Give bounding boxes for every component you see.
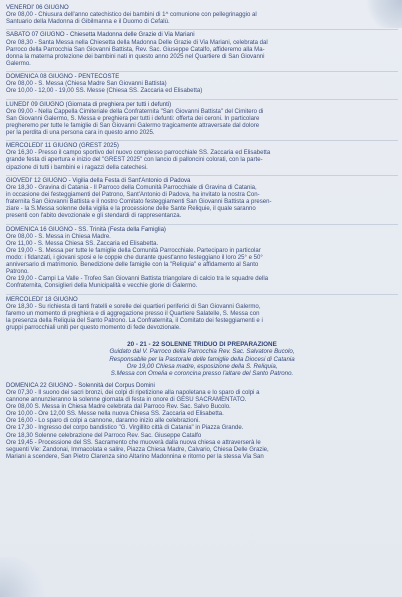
event-line: la presenza della Reliquia del Santo Patrono. La Confraternita, il Comitato dei festeggiamenti e i — [6, 317, 263, 324]
event-line: Mariani a scendere, San Pietro Clarenza sino Altarino Madonnina e ritorno per la stessa Via San — [6, 453, 264, 460]
divider — [6, 140, 398, 141]
event-line: per la perdita di una persona cara in questo anno 2025. — [6, 129, 155, 136]
event-block-corpus-domini — [6, 383, 398, 461]
event-heading: DOMENICA 16 GIUGNO - SS. Trinità (Festa della Famiglia) — [6, 226, 166, 233]
event-heading: SABATO 07 GIUGNO - Chiesetta Madonna delle Grazie di Via Mariani — [6, 32, 195, 39]
event-line: fraternita San Giovanni Battista e il nostro Comitato festeggiamenti San Giovanni Battista a presen- — [6, 199, 272, 206]
event-line: cipazione di tutti i bambini e i ragazzi della catechesi. — [6, 164, 148, 171]
event-heading: MERCOLEDI' 18 GIUGNO — [6, 296, 78, 303]
event-heading: DOMENICA 08 GIUGNO - PENTECOSTE — [6, 74, 120, 81]
divider — [6, 224, 398, 225]
event-line: Ore 18,30 - Gravina di Catania - Il Parroco della Comunità Parrocchiale di Gravina di Catania, — [6, 184, 257, 191]
event-block — [6, 297, 398, 332]
event-block — [6, 227, 398, 291]
triduo-line: Ore 19,00 Chiesa madre, esposizione della S. Reliquia, — [126, 362, 278, 370]
triduo-line: S.Messa con Omelia e coroncina presso l'altare del Santo Patrono. — [110, 369, 294, 377]
event-heading: MERCOLEDI' 11 GIUGNO (GREST 2025) — [6, 143, 119, 150]
event-block — [6, 178, 398, 221]
event-heading: DOMENICA 22 GIUGNO - Solennità del Corpus Domini — [6, 382, 155, 389]
event-line: faremo un momento di preghiera e di aggregazione presso il Quartiere Salatelle, S. Messa con — [6, 310, 260, 317]
event-line: Ore 10,00 - Ore 12,00 SS. Messe nella nuova Chiesa SS. Zaccaria ed Elisabetta. — [6, 411, 224, 418]
event-heading: VENERDI' 06 GIUGNO — [6, 5, 69, 11]
event-block — [6, 102, 398, 137]
event-line: presenti con l'abito devozionale e gli stendardi di rappresentanza. — [6, 213, 182, 220]
event-line: Ore 07,30 - Il suono dei sacri bronzi, dei colpi di ripetizione alla napoletana e lo sparo di colpi a — [6, 389, 260, 396]
event-line: gruppi parrocchiali uniti per questo momento di fede devozionale. — [6, 324, 181, 331]
triduo-line: Responsabile per la Pastorale delle famiglie della Diocesi di Catania — [109, 355, 295, 363]
event-line: Ore 08,00 - S. Messa (Chiesa Madre San Giovanni Battista) — [6, 81, 167, 88]
event-line: pregheremo per tutte le famiglie di San Giovanni Galermo tragicamente attraversate dal dolore — [6, 122, 260, 129]
divider — [6, 175, 398, 176]
event-line: modo: i fidanzati, i giovani sposi e le coppie che durante quest'anno festeggiano il loro 25° e 50° — [6, 254, 263, 261]
event-line: Ore 19,45 - Processione del SS. Sacramento che muoverà dalla nuova chiesa e attraverserà le — [6, 439, 261, 446]
event-line: grande festa di apertura e inizio del "GREST 2025" con lancio di palloncini colorati, con la parte- — [6, 157, 263, 164]
event-block — [6, 32, 398, 67]
event-block — [6, 5, 398, 26]
event-line: seguenti Vie: Zandonai, Immacolata e salire, Piazza Chiesa Madre, Calvario, Chiesa Delle Grazie, — [6, 446, 269, 453]
event-line: Ore 08,30 - Santa Messa nella Chiesetta della Madonna Delle Grazie di Via Mariani, celebrata dal — [6, 39, 268, 46]
event-line: Ore 09,00 - Nella Cappella Cimiteriale della Confraternita "San Giovanni Battista" del Cimitero di — [6, 108, 264, 115]
event-line: in occasione dei festeggiamenti del Patrono, Sant'Antonio di Padova, ha invitato la nostra Con- — [6, 192, 260, 198]
event-line: Ore 19,00 - Campi La Valle - Trofeo San Giovanni Battista triangolare di calcio tra le squadre della — [6, 276, 269, 283]
event-line: donna la materna protezione dei bambini nati in questo anno 2025 nel Quartiere di San Giovanni — [6, 53, 265, 60]
event-line: Galermo. — [6, 60, 31, 67]
event-line: Santuario della Madonna di Gibilmanna e il Duomo di Cefalù. — [6, 19, 170, 26]
event-block — [6, 143, 398, 171]
event-line: Patrono. — [6, 269, 29, 276]
triduo-section — [6, 341, 398, 377]
event-line: Confraternita, Consiglieri della Municipalità e vecchie glorie di Galermo. — [6, 283, 198, 290]
event-line: Ore 18,30 - Su richiesta di tanti fratelli e sorelle dei quartieri periferici di San Giovanni Galermo, — [6, 303, 261, 310]
event-line: Ore 08,00 - S. Messa in Chiesa Madre. — [6, 233, 111, 240]
event-heading: GIOVEDI' 12 GIUGNO - Vigilia della Festa di Sant'Antonio di Padova — [6, 177, 191, 184]
program-content — [6, 5, 398, 464]
event-line: ziare - la S.Messa solenne della vigilia e la processione delle Sante Reliquie, il quale saranno — [6, 206, 256, 213]
divider — [6, 71, 398, 72]
event-line: Ore 17,30 - Ingresso del corpo bandistico "G. Virgillito città di Catania" in Piazza Grande. — [6, 425, 244, 432]
event-heading: LUNEDI' 09 GIUGNO (Giornata di preghiera per tutti i defunti) — [6, 101, 172, 108]
event-line: Ore 16,00 - Lo sparo di colpi a cannone, daranno inizio alle celebrazioni. — [6, 418, 200, 425]
triduo-line: Guidato dal V. Parroco della Parrocchia Rev. Sac. Salvatore Bucolo, — [109, 348, 295, 356]
divider — [6, 294, 398, 295]
divider — [6, 29, 398, 30]
event-line: Parroco della Parrocchia San Giovanni Battista, Rev. Sac. Giuseppe Catalfo, affideremo alla Ma- — [6, 46, 265, 53]
triduo-title: 20 - 21 - 22 SOLENNE TRIDUO DI PREPARAZIONE — [127, 341, 277, 349]
event-block — [6, 74, 398, 95]
divider — [6, 99, 398, 100]
event-line: Ore 08,00 S. Messa in Chiesa Madre celebrata dal Parroco Rev. Sac. Salvo Bucolo. — [6, 404, 231, 411]
event-line: Ore 16,30 - Presso il campo sportivo del nuovo complesso parrocchiale SS. Zaccaria ed Elisabetta — [6, 150, 271, 157]
event-line: Ore 19,00 - S. Messa per tutte le famiglie della Comunità Parrocchiale. Parteciparo in particolar — [6, 247, 261, 254]
event-line: cannone annunzieranno la solenne giornata di festa in onore di GESU SACRAMENTATO. — [6, 397, 247, 404]
event-line: Ore 18,30 Solenne celebrazione del Parroco Rev. Sac. Giuseppe Catalfo — [6, 432, 202, 439]
event-line: Ore 08,00 - Chiusura dell'anno catechistico dei bambini di 1^ comunione con pellegrinaggio al — [6, 12, 257, 19]
event-line: Ore 11,00 - S. Messa Chiesa SS. Zaccaria ed Elisabetta. — [6, 240, 159, 247]
corner-decoration-bottom — [0, 557, 46, 597]
event-line: Ore 10,00 - 12,00 - 19,00 SS. Messe (Chiesa SS. Zaccaria ed Elisabetta) — [6, 88, 203, 95]
event-line: anniversario di matrimonio. Benedizione delle famiglie con la "Reliquia" e affidamento al Santo — [6, 262, 259, 269]
event-line: San Giovanni Galermo, S. Messa e preghiera per tutti i defunti: offerta dei ceroni. In particolare — [6, 115, 260, 122]
